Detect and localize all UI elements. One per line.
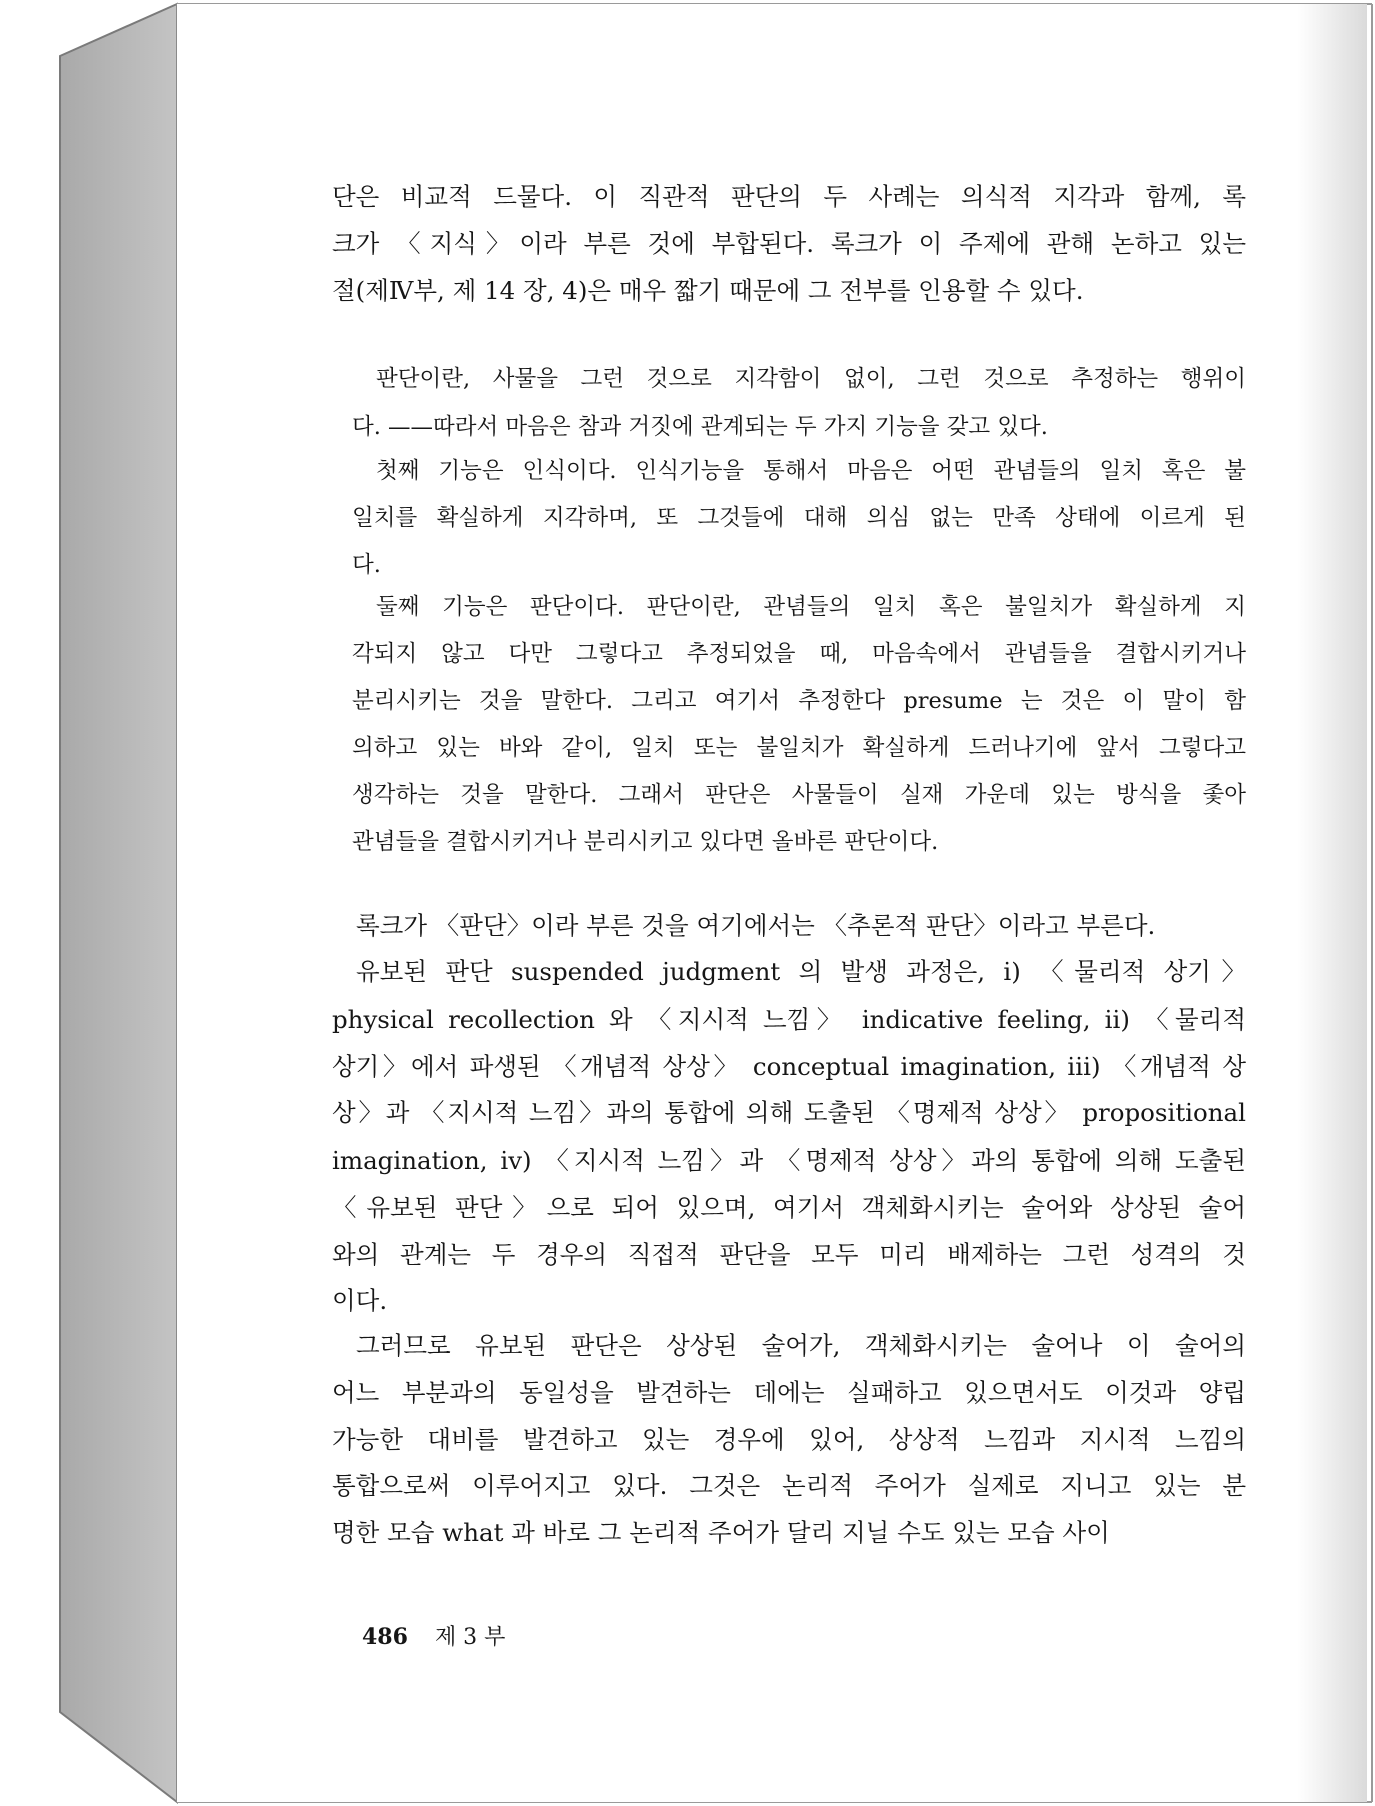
quote-line: 판단이란, 사물을 그런 것으로 지각함이 없이, 그런 것으로 추정하는 행위이: [376, 366, 1246, 392]
text-line: 상기〉에서 파생된 〈개념적 상상〉 conceptual imagination, iii) 〈개념적 상: [332, 1052, 1246, 1081]
quote-line: 생각하는 것을 말한다. 그래서 판단은 사물들이 실재 가운데 있는 방식을 좇아: [352, 782, 1246, 808]
quote-line: 첫째 기능은 인식이다. 인식기능을 통해서 마음은 어떤 관념들의 일치 혹은 불: [376, 458, 1246, 484]
text-line: 이다.: [332, 1286, 388, 1315]
part-label: 제 3 부: [434, 1625, 506, 1650]
text-line: 상〉과 〈지시적 느낌〉과의 통합에 의해 도출된 〈명제적 상상〉 propositional: [332, 1098, 1246, 1127]
text-line: 록크가 〈판단〉이라 부른 것을 여기에서는 〈추론적 판단〉이라고 부른다.: [356, 911, 1156, 940]
page-number: 486: [362, 1624, 408, 1650]
text-line: 와의 관계는 두 경우의 직접적 판단을 모두 미리 배제하는 그런 성격의 것: [332, 1240, 1246, 1269]
quote-line: 다.: [352, 552, 381, 578]
text-line: 크가 〈지식〉이라 부른 것에 부합된다. 록크가 이 주제에 관해 논하고 있는: [332, 229, 1246, 258]
quote-line: 각되지 않고 다만 그렇다고 추정되었을 때, 마음속에서 관념들을 결합시키거나: [352, 641, 1246, 667]
text-line: 통합으로써 이루어지고 있다. 그것은 논리적 주어가 실제로 지니고 있는 분: [332, 1471, 1246, 1500]
text-line: 명한 모습 what 과 바로 그 논리적 주어가 달리 지닐 수도 있는 모습 사이: [332, 1518, 1110, 1547]
quote-line: 둘째 기능은 판단이다. 판단이란, 관념들의 일치 혹은 불일치가 확실하게 지: [376, 594, 1246, 620]
quote-line: 관념들을 결합시키거나 분리시키고 있다면 올바른 판단이다.: [352, 829, 939, 855]
text-line: imagination, iv) 〈지시적 느낌〉과 〈명제적 상상〉과의 통합에 의해 도출된: [332, 1146, 1246, 1175]
quote-line: 다. ——따라서 마음은 참과 거짓에 관계되는 두 가지 기능을 갖고 있다.: [352, 414, 1048, 440]
text-line: 절(제Ⅳ부, 제 14 장, 4)은 매우 짧기 때문에 그 전부를 인용할 수 있다.: [332, 276, 1084, 305]
book-page: [177, 4, 1367, 1802]
quote-line: 의하고 있는 바와 같이, 일치 또는 불일치가 확실하게 드러나기에 앞서 그렇다고: [352, 735, 1246, 761]
text-line: 단은 비교적 드물다. 이 직관적 판단의 두 사례는 의식적 지각과 함께, 록: [332, 182, 1246, 211]
text-line: 유보된 판단 suspended judgment 의 발생 과정은, i) 〈물리적 상기〉: [356, 957, 1246, 986]
page-footer: [362, 1620, 505, 1651]
text-line: 가능한 대비를 발견하고 있는 경우에 있어, 상상적 느낌과 지시적 느낌의: [332, 1425, 1246, 1454]
text-line: 어느 부분과의 동일성을 발견하는 데에는 실패하고 있으면서도 이것과 양립: [332, 1378, 1246, 1407]
text-line: 그러므로 유보된 판단은 상상된 술어가, 객체화시키는 술어나 이 술어의: [356, 1331, 1246, 1360]
text-line: 〈유보된 판단〉으로 되어 있으며, 여기서 객체화시키는 술어와 상상된 술어: [332, 1193, 1246, 1222]
quote-line: 일치를 확실하게 지각하며, 또 그것들에 대해 의심 없는 만족 상태에 이르게 된: [352, 505, 1246, 531]
text-line: physical recollection 와 〈지시적 느낌〉 indicative feeling, ii) 〈물리적: [332, 1005, 1246, 1034]
quote-line: 분리시키는 것을 말한다. 그리고 여기서 추정한다 presume 는 것은 이 말이 함: [352, 688, 1246, 714]
